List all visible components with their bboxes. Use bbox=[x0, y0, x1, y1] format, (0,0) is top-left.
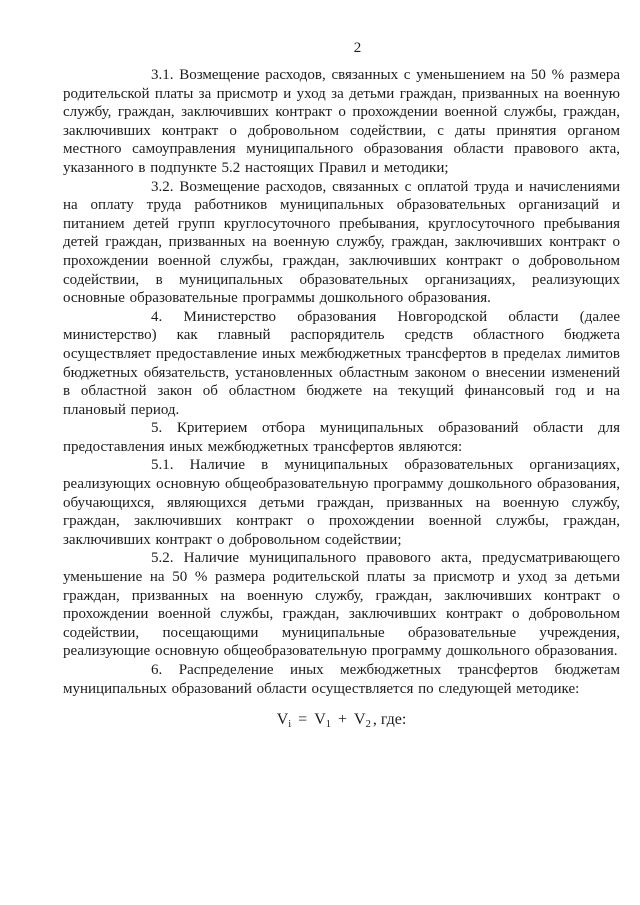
formula-lhs-subscript: i bbox=[288, 719, 292, 731]
paragraph-5-1: 5.1. Наличие в муниципальных образовательных организациях, реализующих основную общеобразовательную программу дошкольного образования, обучающихся, являющихся детьми граждан, призванных на военную службу, граждан, заключивших контракт о прохождении военной службы, граждан, заключивших контракт о добровольном содействии; bbox=[63, 457, 620, 548]
paragraph-5-2: 5.2. Наличие муниципального правового акта, предусматривающего уменьшение на 50 % размера родительской платы за присмотр и уход за детьми граждан, призванных на военную службу, граждан, заключивших контракт о прохождении военной службы, граждан, заключивших контракт о добровольном содействии, посещающими муниципальные образовательные учреждения, реализующие основную общеобразовательную программу дошкольного образования. bbox=[63, 550, 620, 660]
paragraph-6: 6. Распределение иных межбюджетных трансфертов бюджетам муниципальных образований области осуществляется по следующей методике: bbox=[63, 662, 620, 697]
formula-lhs-var: V bbox=[276, 711, 289, 729]
paragraph-3-2: 3.2. Возмещение расходов, связанных с оплатой труда и начислениями на оплату труда работников муниципальных образовательных организаций и питанием детей групп круглосуточного пребывания, круглосуточного пребывания детей граждан, призванных на военную службу, граждан, заключивших контракт о прохождении военной службы, граждан, заключивших контракт о добровольном содействии, в муниципальных образовательных организациях, реализующих основные образовательные программы дошкольного образования. bbox=[63, 178, 620, 307]
formula-term2-var: V bbox=[354, 711, 366, 729]
distribution-formula bbox=[63, 711, 620, 730]
paragraph-3-1: 3.1. Возмещение расходов, связанных с уменьшением на 50 % размера родительской платы за присмотр и уход за детьми граждан, призванных на военную службу, граждан, заключивших контракт о прохождении военной службы, граждан, заключивших контракт о добровольном содействии, с даты принятия органом местного самоуправления муниципального образования области правового акта, указанного в подпункте 5.2 настоящих Правил и методики; bbox=[63, 67, 620, 176]
formula-term1-subscript: 1 bbox=[325, 719, 332, 731]
document-body bbox=[63, 66, 620, 730]
paragraph-4: 4. Министерство образования Новгородской области (далее министерство) как главный распорядитель средств областного бюджета осуществляет предоставление иных межбюджетных трансфертов в пределах лимитов бюджетных обязательств, установленных областным законом о внесении изменений в областной закон об областном бюджете на текущий финансовый год и на плановый период. bbox=[63, 308, 620, 418]
formula-tail-text: , где: bbox=[372, 711, 407, 729]
formula-term2-subscript: 2 bbox=[365, 719, 371, 731]
paragraph-5: 5. Критерием отбора муниципальных образований области для предоставления иных межбюджетных трансфертов являются: bbox=[63, 420, 620, 455]
formula-plus-sign: + bbox=[338, 711, 348, 729]
formula-equals-sign: = bbox=[298, 711, 308, 729]
page-number: 2 bbox=[353, 40, 363, 56]
formula-term1-var: V bbox=[314, 711, 326, 729]
